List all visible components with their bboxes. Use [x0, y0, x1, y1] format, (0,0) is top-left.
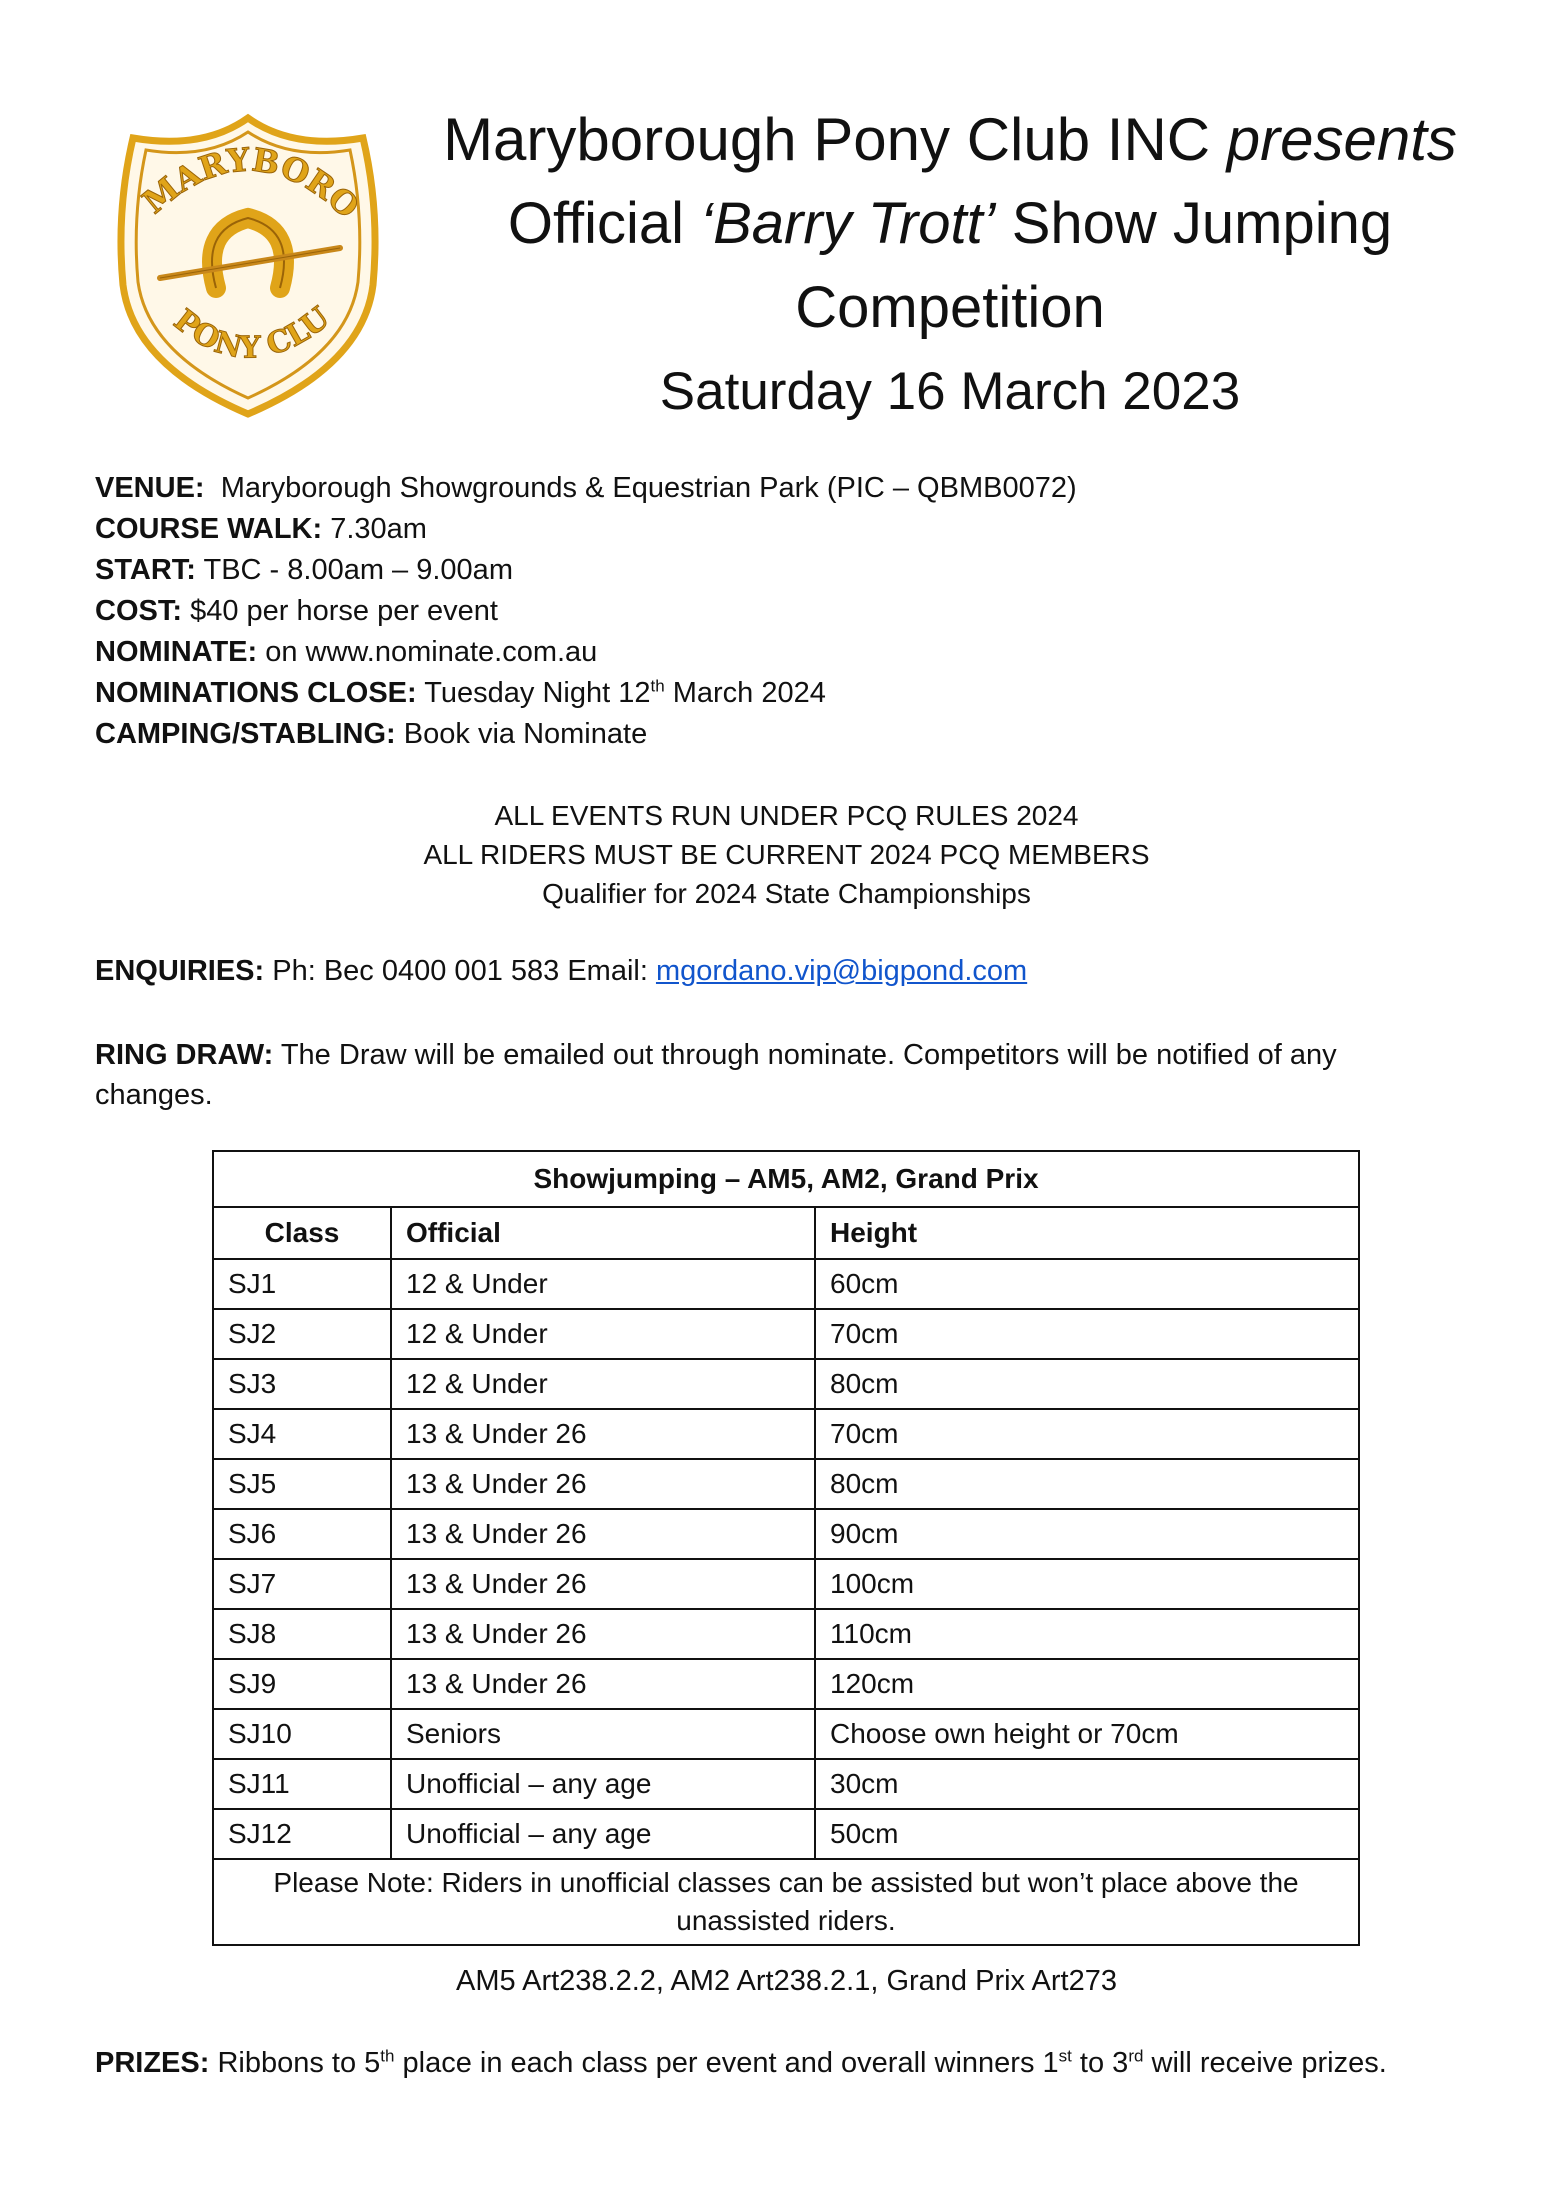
nominations-close-label: NOMINATIONS CLOSE:: [95, 677, 417, 709]
table-row: [213, 1559, 1359, 1609]
table-note: Please Note: Riders in unofficial classes can be assisted but won’t place above the unassisted riders.: [213, 1859, 1359, 1945]
title-show-jumping: Show Jumping: [995, 191, 1393, 256]
title-official: Official: [507, 191, 701, 256]
table-header-row: [213, 1207, 1359, 1259]
cell-height: Choose own height or 70cm: [815, 1709, 1359, 1759]
page-title: [400, 98, 1500, 434]
camping-value: Book via Nominate: [403, 718, 648, 750]
table-title-row: [213, 1151, 1359, 1207]
prizes-sup-2: st: [1058, 2046, 1072, 2066]
title-line-1: [400, 98, 1500, 182]
ring-draw-text: The Draw will be emailed out through nominate. Competitors will be notified of any changes.: [95, 1039, 1337, 1111]
org-name: Maryborough Pony Club INC: [443, 106, 1211, 173]
cell-official: 12 & Under: [391, 1309, 815, 1359]
cell-class: SJ3: [213, 1359, 391, 1409]
header-official: Official: [391, 1207, 815, 1259]
cell-class: SJ4: [213, 1409, 391, 1459]
prizes-b: place in each class per event and overall winners 1: [394, 2047, 1059, 2079]
cell-height: 100cm: [815, 1559, 1359, 1609]
nominations-close-sup: th: [650, 676, 665, 696]
rules-line-2: ALL RIDERS MUST BE CURRENT 2024 PCQ MEMBERS: [423, 839, 1150, 870]
cell-height: 30cm: [815, 1759, 1359, 1809]
nominations-close-a: Tuesday Night 12: [424, 677, 651, 709]
enquiries-label: ENQUIRIES:: [95, 955, 265, 987]
cell-height: 110cm: [815, 1609, 1359, 1659]
org-presents: presents: [1226, 106, 1457, 173]
table-note-row: [213, 1859, 1359, 1945]
table-row: [213, 1659, 1359, 1709]
table-row: [213, 1259, 1359, 1309]
cell-class: SJ1: [213, 1259, 391, 1309]
ring-draw-label: RING DRAW:: [95, 1039, 274, 1071]
prizes-sup-3: rd: [1128, 2046, 1144, 2066]
nominations-close-b: March 2024: [664, 677, 826, 709]
pony-club-crest-icon: [108, 110, 388, 422]
pony-club-logo: [108, 110, 388, 422]
prizes-a: Ribbons to 5: [217, 2047, 381, 2079]
nominate-value: on www.nominate.com.au: [265, 636, 598, 668]
nominate-label: NOMINATE:: [95, 636, 258, 668]
cell-class: SJ6: [213, 1509, 391, 1559]
cell-height: 80cm: [815, 1359, 1359, 1409]
cell-official: Seniors: [391, 1709, 815, 1759]
title-line-3: Competition: [795, 275, 1105, 340]
camping-row: [95, 714, 1077, 755]
cell-official: Unofficial – any age: [391, 1809, 815, 1859]
cell-height: 60cm: [815, 1259, 1359, 1309]
prizes-c: to 3: [1071, 2047, 1129, 2079]
cell-official: 12 & Under: [391, 1359, 815, 1409]
logo-top-text: MARYBORO: [135, 140, 367, 226]
logo-bottom-text: PONY CLU: [167, 300, 337, 366]
prizes-sup-1: th: [380, 2046, 395, 2066]
course-walk-value: 7.30am: [330, 513, 427, 545]
cell-height: 50cm: [815, 1809, 1359, 1859]
cost-value: $40 per horse per event: [190, 595, 498, 627]
cell-height: 90cm: [815, 1509, 1359, 1559]
cell-class: SJ12: [213, 1809, 391, 1859]
cell-official: 13 & Under 26: [391, 1559, 815, 1609]
ring-draw: [95, 1035, 1395, 1115]
table-row: [213, 1609, 1359, 1659]
rules-line-1: ALL EVENTS RUN UNDER PCQ RULES 2024: [494, 800, 1079, 831]
event-date: Saturday 16 March 2023: [659, 362, 1241, 421]
cell-official: Unofficial – any age: [391, 1759, 815, 1809]
showjumping-table: [212, 1150, 1360, 1946]
cell-class: SJ7: [213, 1559, 391, 1609]
nominate-row: [95, 632, 1077, 673]
venue-value: Maryborough Showgrounds & Equestrian Park (PIC – QBMB0072): [220, 472, 1077, 504]
prizes-d: will receive prizes.: [1143, 2047, 1387, 2079]
enquiries: [95, 955, 1027, 988]
cost-label: COST:: [95, 595, 182, 627]
course-walk-label: COURSE WALK:: [95, 513, 323, 545]
table-row: [213, 1759, 1359, 1809]
cell-class: SJ9: [213, 1659, 391, 1709]
camping-label: CAMPING/STABLING:: [95, 718, 396, 750]
prizes-label: PRIZES:: [95, 2047, 210, 2079]
cell-official: 13 & Under 26: [391, 1659, 815, 1709]
prizes: [95, 2047, 1387, 2080]
start-row: [95, 550, 1077, 591]
table-row: [213, 1709, 1359, 1759]
title-barry-trott: ‘Barry Trott’: [700, 191, 996, 256]
table-row: [213, 1409, 1359, 1459]
cell-class: SJ11: [213, 1759, 391, 1809]
cell-official: 13 & Under 26: [391, 1609, 815, 1659]
title-line-2: [400, 182, 1500, 266]
nominations-close-row: [95, 673, 1077, 714]
cell-height: 120cm: [815, 1659, 1359, 1709]
articles-line: AM5 Art238.2.2, AM2 Art238.2.1, Grand Prix Art273: [456, 1965, 1117, 1997]
start-value: TBC - 8.00am – 9.00am: [203, 554, 513, 586]
table-row: [213, 1509, 1359, 1559]
start-label: START:: [95, 554, 196, 586]
cell-official: 13 & Under 26: [391, 1459, 815, 1509]
table-row: [213, 1309, 1359, 1359]
cell-height: 70cm: [815, 1409, 1359, 1459]
enquiries-email-link[interactable]: mgordano.vip@bigpond.com: [655, 955, 1028, 987]
table-row: [213, 1809, 1359, 1859]
cell-official: 13 & Under 26: [391, 1509, 815, 1559]
cell-height: 80cm: [815, 1459, 1359, 1509]
table-row: [213, 1459, 1359, 1509]
cell-class: SJ2: [213, 1309, 391, 1359]
venue-row: [95, 468, 1077, 509]
rules-block: [0, 796, 1563, 913]
header-class: Class: [213, 1207, 391, 1259]
event-info: [95, 468, 1077, 755]
course-walk-row: [95, 509, 1077, 550]
cell-class: SJ8: [213, 1609, 391, 1659]
cost-row: [95, 591, 1077, 632]
rules-line-3: Qualifier for 2024 State Championships: [542, 878, 1031, 909]
cell-official: 12 & Under: [391, 1259, 815, 1309]
enquiries-text: Ph: Bec 0400 001 583 Email:: [272, 955, 648, 987]
table-row: [213, 1359, 1359, 1409]
venue-label: VENUE:: [95, 472, 205, 504]
cell-class: SJ5: [213, 1459, 391, 1509]
header-height: Height: [815, 1207, 1359, 1259]
table-title: Showjumping – AM5, AM2, Grand Prix: [213, 1151, 1359, 1207]
cell-height: 70cm: [815, 1309, 1359, 1359]
cell-class: SJ10: [213, 1709, 391, 1759]
cell-official: 13 & Under 26: [391, 1409, 815, 1459]
